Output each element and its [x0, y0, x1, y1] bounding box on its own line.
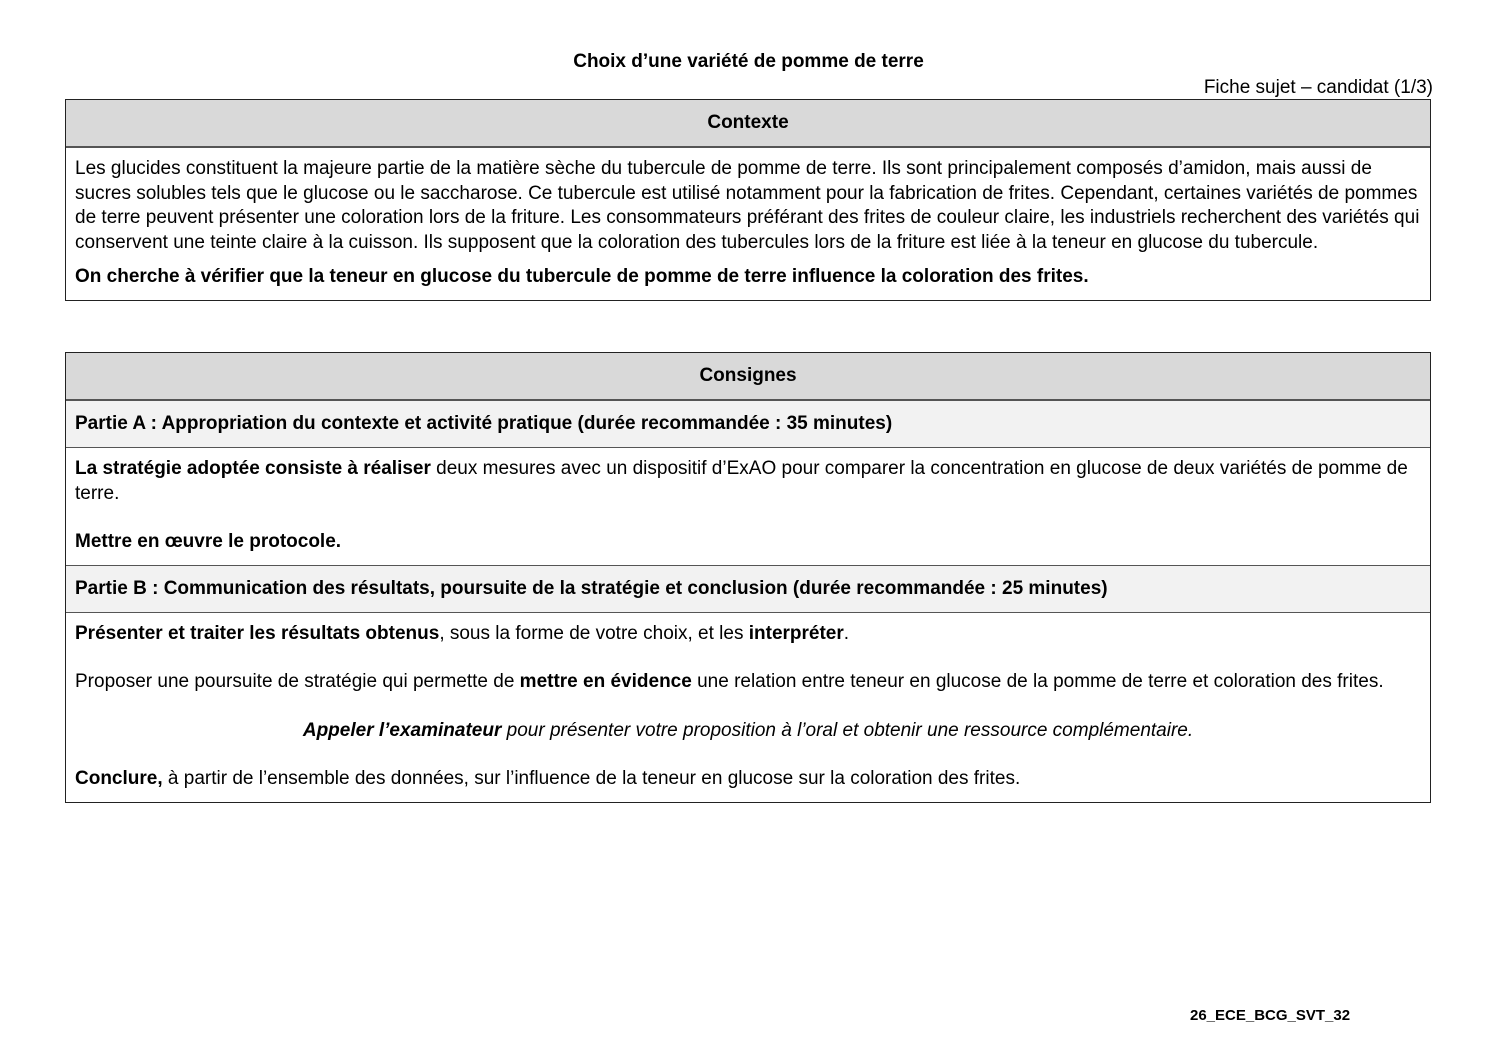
contexte-paragraph: Les glucides constituent la majeure partie de la matière sèche du tubercule de pomme de terre. Ils sont principalement composés d’amidon, mais aussi de sucres solubles tels que le glucose ou le saccharose. Ce tubercule est utilisé notamment pour la fabrication de frites. Cependant, certaines variétés de pommes de terre peuvent présenter une coloration lors de la friture. Les consommateurs préférant des frites de couleur claire, les industriels recherchent des variétés qui conservent une teinte claire à la cuisson. Ils supposent que la coloration des tubercules lors de la friture est liée à la teneur en glucose du tubercule. — [75, 158, 1420, 253]
partie-a-instruction: Mettre en œuvre le protocole. — [75, 531, 342, 552]
present-bold: Présenter et traiter les résultats obtenus — [75, 622, 440, 644]
footer-code: 26_ECE_BCG_SVT_32 — [1190, 1007, 1351, 1024]
call-examiner-text: pour présenter votre proposition à l’oral et obtenir une ressource complémentaire. — [501, 719, 1194, 741]
propose-bold: mettre en évidence — [519, 671, 692, 692]
strategy-text: deux mesures avec un dispositif d’ExAO pour comparer la concentration en glucose de deux variétés de pomme de terre. — [75, 458, 1408, 504]
present-text: , sous la forme de votre choix, et les — [439, 622, 749, 644]
partie-b-call-examiner — [75, 719, 1421, 744]
document-title: Choix d’une variété de pomme de terre — [573, 51, 924, 72]
partie-a-strategy — [75, 457, 1421, 506]
partie-b-body — [66, 613, 1430, 802]
consignes-heading: Consignes — [66, 353, 1430, 401]
partie-a-body — [66, 448, 1430, 566]
partie-b-heading: Partie B : Communication des résultats, poursuite de la stratégie et conclusion (durée recommandée : 25 minutes) — [66, 566, 1430, 613]
conclude-bold: Conclure, — [75, 768, 163, 789]
contexte-objective: On cherche à vérifier que la teneur en glucose du tubercule de pomme de terre influence la coloration des frites. — [75, 266, 1089, 287]
interpret-bold: interpréter — [748, 622, 844, 644]
contexte-body — [66, 148, 1430, 300]
partie-a-heading: Partie A : Appropriation du contexte et activité pratique (durée recommandée : 35 minutes) — [66, 401, 1430, 448]
call-examiner-bold: Appeler l’examinateur — [302, 719, 502, 741]
partie-b-propose — [75, 670, 1421, 695]
present-end: . — [843, 622, 850, 644]
conclude-text: à partir de l’ensemble des données, sur l’influence de la teneur en glucose sur la coloration des frites. — [162, 768, 1021, 789]
partie-b-conclude — [75, 767, 1421, 792]
consignes-box — [65, 352, 1431, 803]
fiche-label: Fiche sujet – candidat (1/3) — [1203, 77, 1433, 98]
strategy-bold: La stratégie adoptée consiste à réaliser — [75, 458, 431, 479]
propose-text: Proposer une poursuite de stratégie qui permette de — [75, 671, 520, 692]
contexte-box — [65, 99, 1431, 301]
contexte-heading: Contexte — [66, 100, 1430, 148]
partie-b-present — [75, 622, 1421, 647]
propose-end: une relation entre teneur en glucose de la pomme de terre et coloration des frites. — [691, 671, 1384, 692]
